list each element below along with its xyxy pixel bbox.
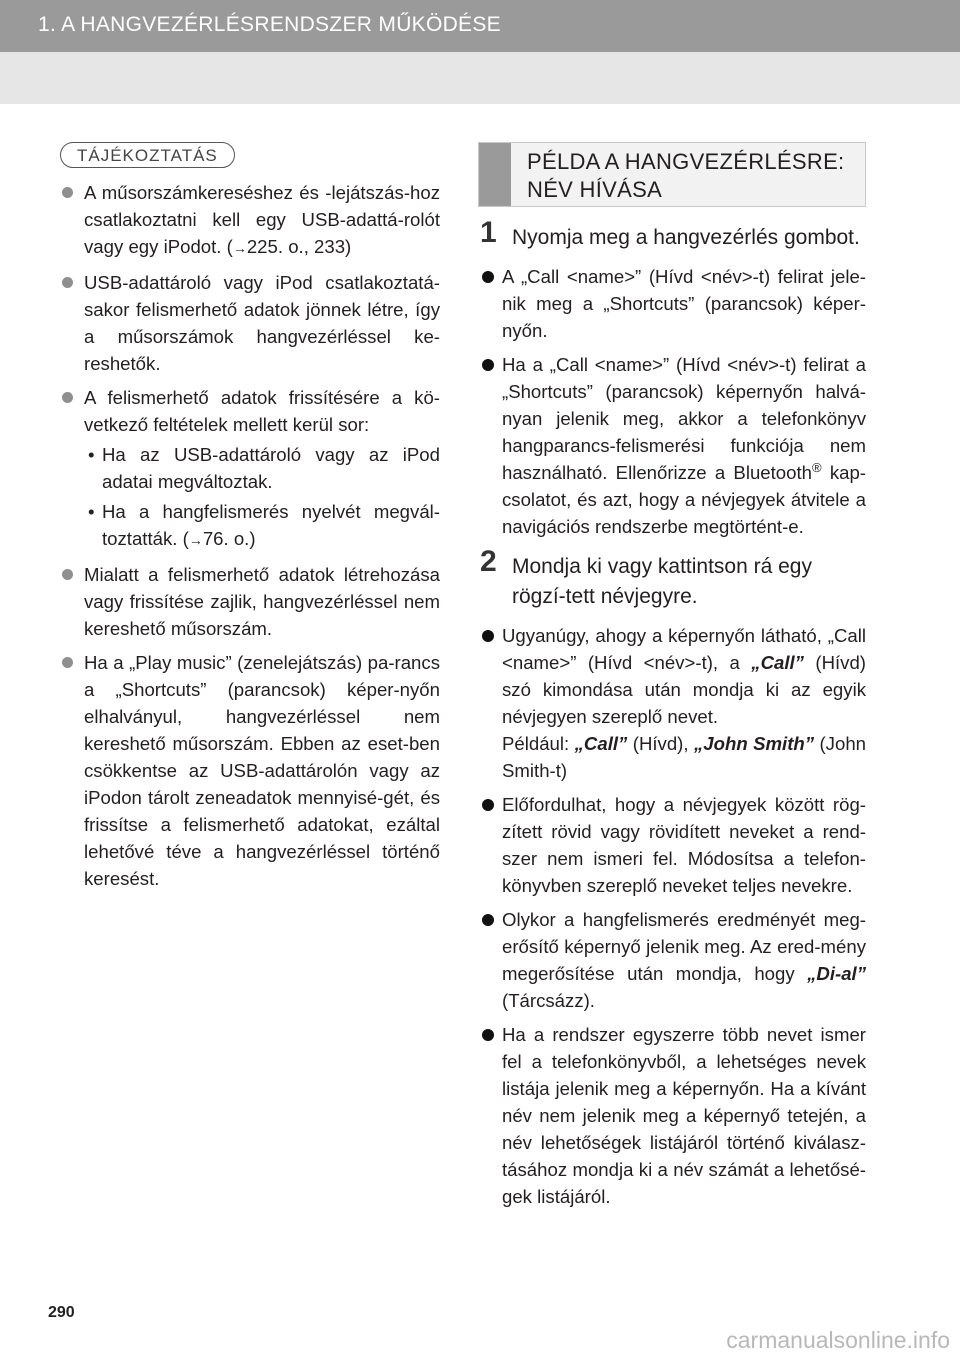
step1-bullet-2-text: Ha a „Call <name>” (Hívd <név>-t) felirat a „Shortcuts” (parancsok) képernyőn halvá-nyan jelenik meg, akkor a telefonkönyv hangparancs-felismerési funkciója nem használható. Ellenőrizze a Bluetooth: [502, 354, 866, 483]
step-number: 1: [480, 216, 497, 249]
keyword-john-smith: „John Smith”: [693, 733, 815, 754]
info-column: [50, 142, 440, 899]
step1-bullet-2: [478, 351, 866, 540]
info-sub-bullet-2: [50, 498, 440, 554]
registered-mark: ®: [812, 459, 822, 475]
bullet-dot-icon: [482, 1029, 494, 1041]
step2-bullet-1: [478, 622, 866, 784]
arrow-right-icon: →: [188, 532, 203, 548]
step-number: 2: [480, 545, 497, 578]
info-bullet-1-text: A műsorszámkereséshez és -lejátszás-hoz csatlakoztatni kell egy USB-adattá-rolót vagy egy iPodot. (: [84, 182, 440, 257]
sub-bullet-mark: •: [88, 444, 95, 465]
step2-bullet-3-text: Olykor a hangfelismerés eredményét meg-erősítő képernyő jelenik meg. Az ered-mény megerősítése után mondja, hogy: [502, 909, 866, 984]
page-number: 290: [48, 1304, 75, 1321]
step2-bullet-4: [478, 1021, 866, 1210]
step2-bullet-3: [478, 906, 866, 1014]
info-sub-bullet-1-text: Ha az USB-adattároló vagy az iPod adatai megváltoztak.: [102, 444, 440, 492]
info-bullet-4-text: Mialatt a felismerhető adatok létrehozása vagy frissítése zajlik, hangvezérléssel nem kereshető műsorszám.: [84, 564, 440, 639]
bullet-dot-icon: [62, 657, 73, 668]
info-bullet-2-text: USB-adattároló vagy iPod csatlakoztatá-sakor felismerhető adatok jönnek létre, így a műsorszámok hangvezérléssel ke-reshetők.: [84, 272, 440, 374]
step1-bullet-1-text: A „Call <name>” (Hívd <név>-t) felirat jele-nik meg a „Shortcuts” (parancsok) képer-nyőn.: [502, 266, 866, 341]
bullet-dot-icon: [62, 187, 73, 198]
step2-bullet-1-text-3: (Hívd),: [627, 733, 694, 754]
step-2-text: Mondja ki vagy kattintson rá egy rögzí-tett névjegyre.: [512, 555, 812, 608]
keyword-call: „Call”: [751, 652, 804, 673]
step2-bullet-3-text-2: (Tárcsázz).: [502, 990, 595, 1011]
info-bullet-3: [50, 384, 440, 438]
bullet-dot-icon: [482, 359, 494, 371]
info-bullet-5: [50, 649, 440, 892]
step2-bullet-1-text: Ugyanúgy, ahogy a képernyőn látható, „Call <name>” (Hívd <név>-t), a: [502, 625, 866, 673]
step1-bullet-2-text-end: kap-csolatot, és azt, hogy a névjegyek átvitele a navigációs rendszerbe megtörtént-e.: [502, 462, 866, 537]
example-column: [478, 142, 866, 1217]
section-title-line-2: NÉV HÍVÁSA: [527, 177, 663, 202]
bullet-dot-icon: [482, 630, 494, 642]
info-bullet-1: [50, 179, 440, 262]
info-sub-bullet-2-text: Ha a hangfelismerés nyelvét megvál-toztatták. (: [102, 501, 440, 549]
info-bullet-2: [50, 269, 440, 377]
info-bullet-5-text: Ha a „Play music” (zenelejátszás) pa-rancs a „Shortcuts” (parancsok) képer-nyőn elhalványul, hangvezérléssel nem kereshető műsorszám. Ebben az eset-ben csökkentse az USB-adattárolón vagy az iPodon tárolt zeneadatok mennyisé-gét, és frissítse a felismerhető adatokat, ezáltal lehetővé téve a hangvezérléssel történő keresést.: [84, 652, 440, 889]
arrow-right-icon: →: [232, 240, 247, 256]
header-strip: [0, 0, 960, 52]
bullet-dot-icon: [482, 271, 494, 283]
bullet-dot-icon: [482, 799, 494, 811]
bullet-dot-icon: [482, 914, 494, 926]
example-label: Például:: [502, 733, 575, 754]
step2-bullet-2: [478, 791, 866, 899]
sub-bullet-mark: •: [88, 501, 95, 522]
keyword-call: „Call”: [574, 733, 628, 754]
page-reference-link[interactable]: 76. o.): [202, 528, 256, 549]
section-title-line-1: PÉLDA A HANGVEZÉRLÉSRE:: [527, 149, 845, 174]
step-1-text: Nyomja meg a hangvezérlés gombot.: [512, 226, 860, 249]
section-title: [527, 148, 844, 204]
watermark: carmanualsonline.info: [726, 1327, 950, 1353]
step2-bullet-1-text-2: (Hívd) szó kimondása után mondja ki az egyik névjegyen szereplő nevet.: [502, 652, 866, 727]
step-2: [478, 545, 866, 612]
info-sub-bullet-1: [50, 441, 440, 495]
section-header-tab: [479, 143, 511, 206]
step2-bullet-2-text: Előfordulhat, hogy a névjegyek között rög-zített rövid vagy rövidített neveket a rend-szer nem ismeri fel. Módosítsa a telefon-könyvben szereplő neveket teljes nevekre.: [502, 794, 866, 896]
page-reference-link[interactable]: 225. o., 233): [246, 236, 352, 257]
chapter-title: 1. A HANGVEZÉRLÉSRENDSZER MŰKÖDÉSE: [38, 13, 501, 36]
section-header: [478, 142, 866, 207]
bullet-dot-icon: [62, 392, 73, 403]
info-bullet-4: [50, 561, 440, 642]
step2-bullet-4-text: Ha a rendszer egyszerre több nevet ismer fel a telefonkönyvből, a lehetséges nevek listája jelenik meg a képernyőn. Ha a kívánt név nem jelenik meg a képernyő tetején, a név lehetőségek listájáról történő kiválasz-tásához mondja ki a név számát a lehetősé-gek listájáról.: [502, 1024, 866, 1207]
step2-bullet-1-text-4: (John Smith-t): [502, 733, 866, 781]
keyword-dial: „Di-al”: [807, 963, 866, 984]
info-bullet-3-text: A felismerhető adatok frissítésére a kö-vetkező feltételek mellett kerül sor:: [84, 387, 440, 435]
step-1: [478, 216, 866, 253]
info-badge: TÁJÉKOZTATÁS: [60, 142, 235, 168]
step1-bullet-1: [478, 263, 866, 344]
bullet-dot-icon: [62, 569, 73, 580]
bullet-dot-icon: [62, 277, 73, 288]
